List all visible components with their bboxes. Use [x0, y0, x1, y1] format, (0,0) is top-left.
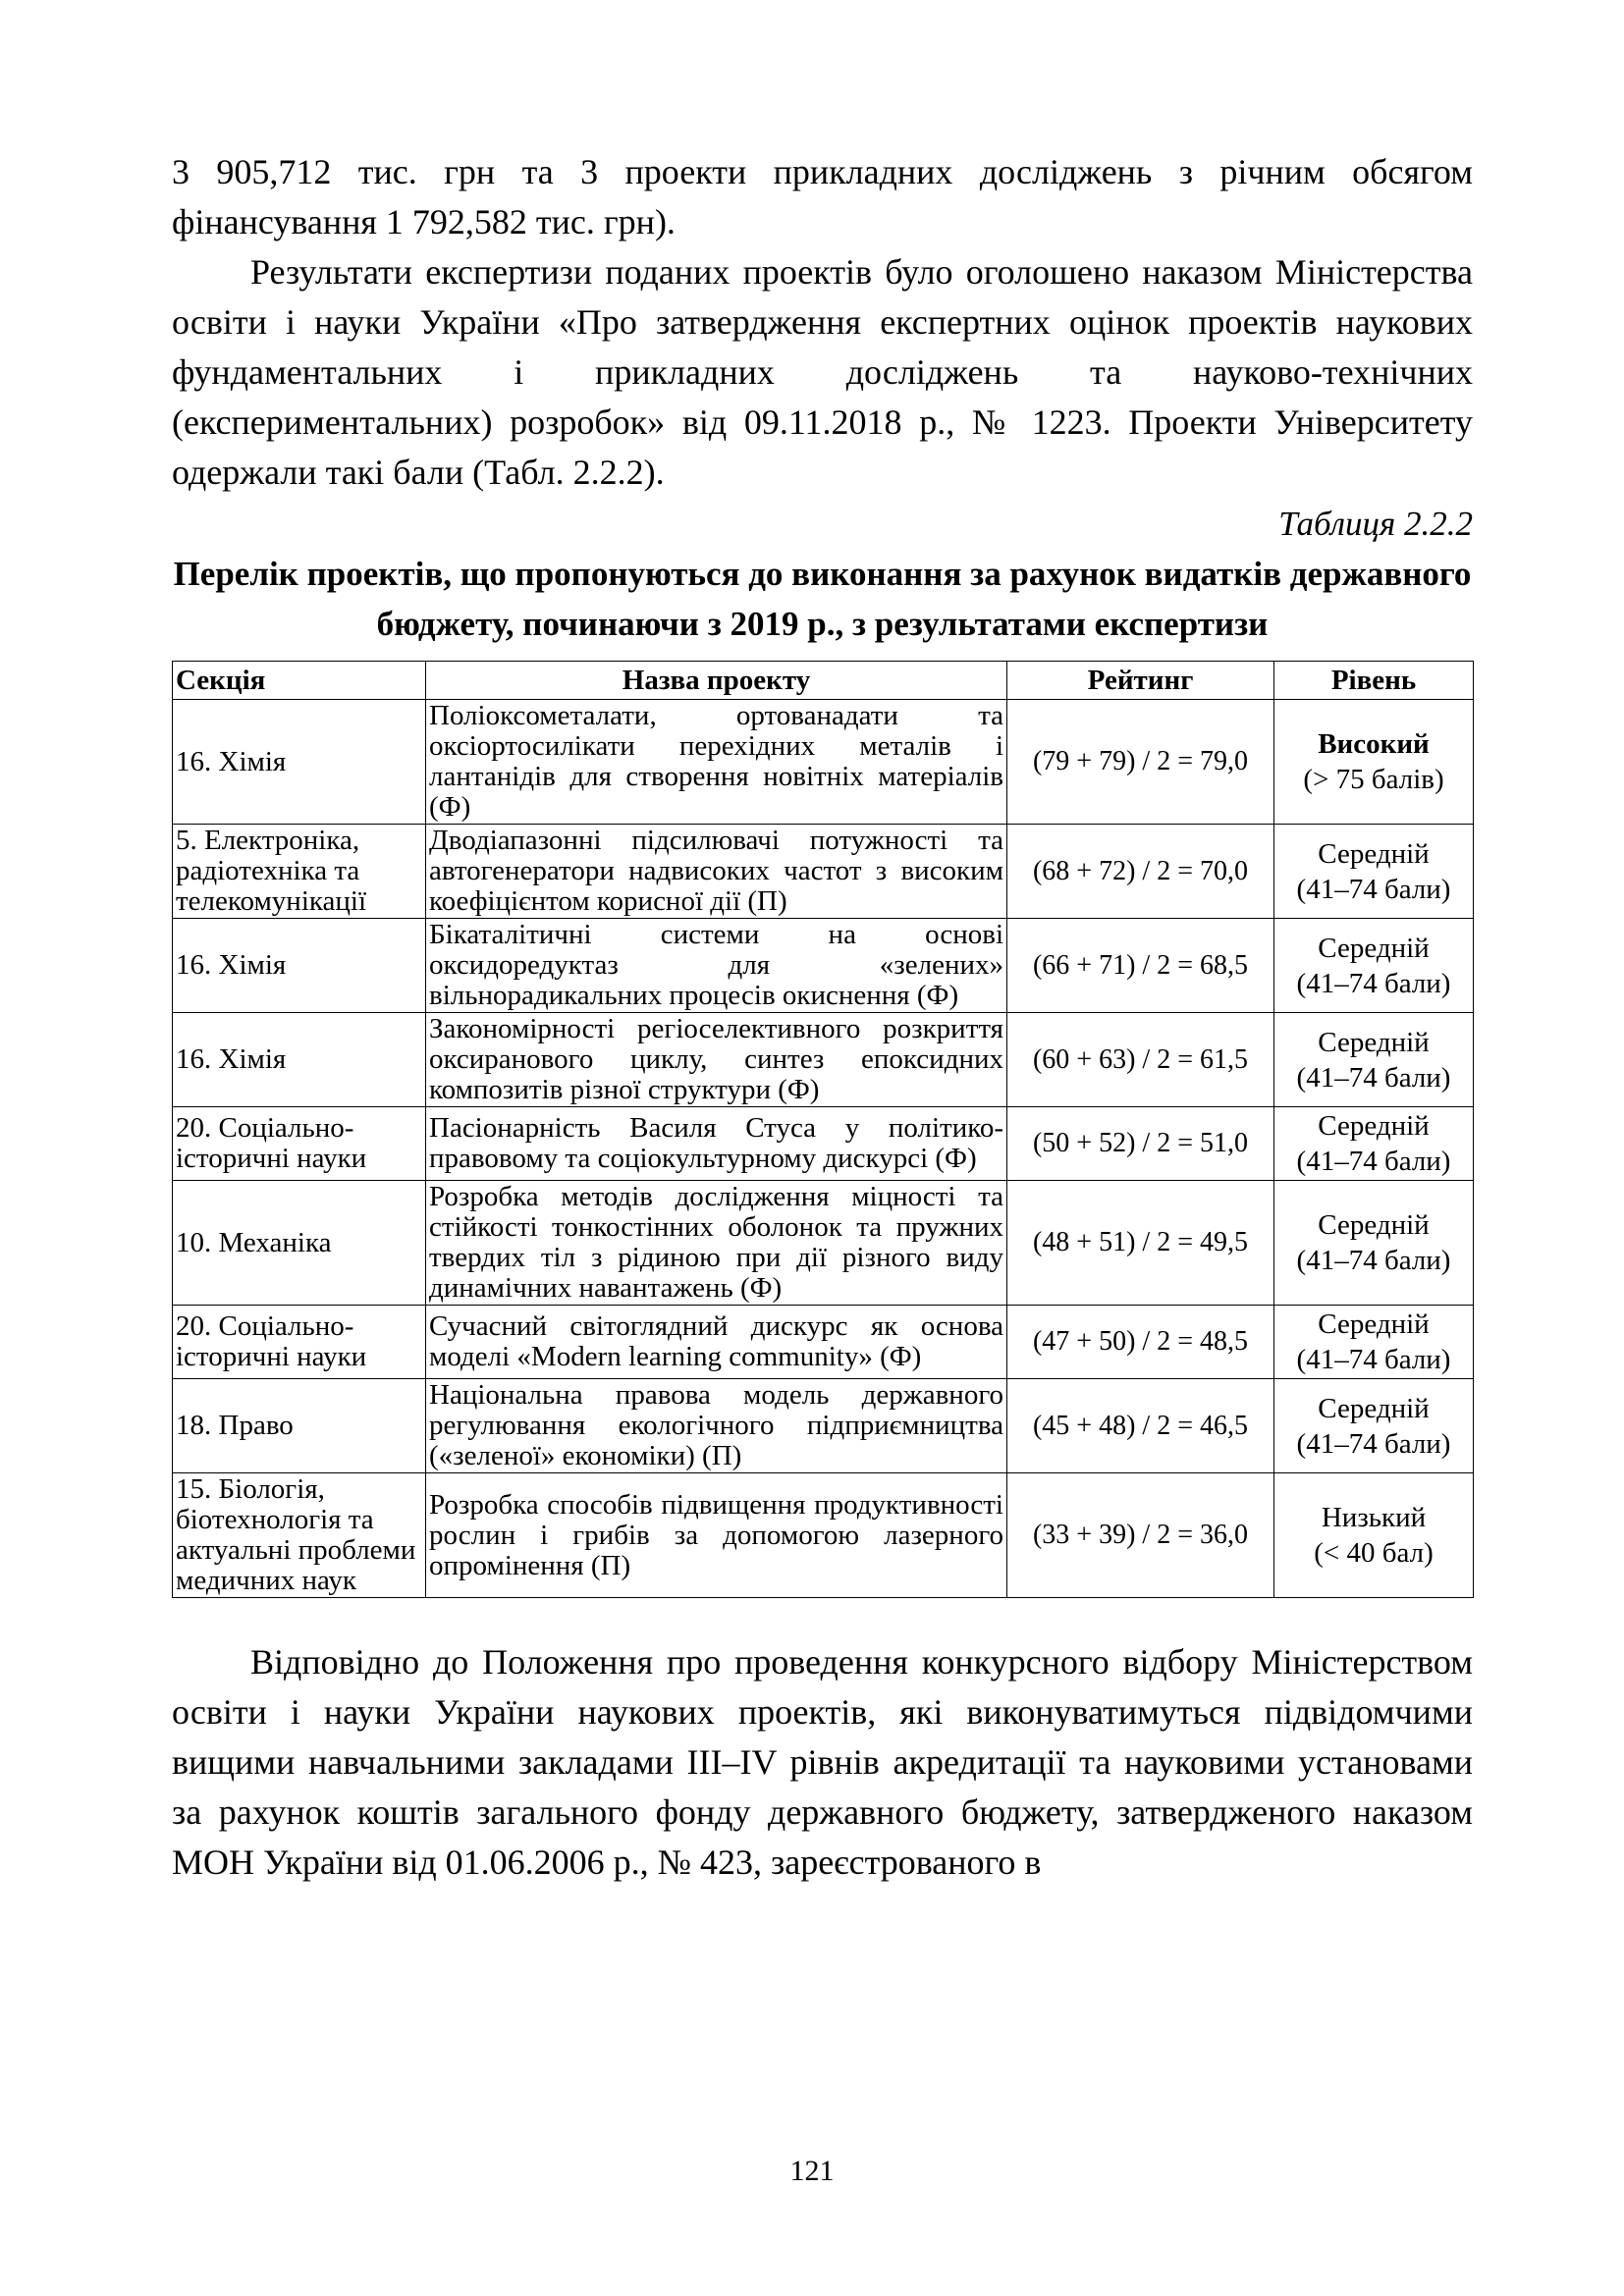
table-title: Перелік проектів, що пропонуються до виконання за рахунок видатків державного бюджету, починаючи з 2019 р., з результатами експертизи	[173, 555, 1472, 643]
level-range: (41–74 бали)	[1296, 1427, 1451, 1460]
projects-table	[172, 661, 1474, 1598]
cell-rating: (45 + 48) / 2 = 46,5	[1007, 1379, 1274, 1473]
cell-project-name: Бікаталітичні системи на основі оксидоредуктаз для «зелених» вільнорадикальних процесів окиснення (Ф)	[426, 919, 1007, 1013]
cell-rating: (60 + 63) / 2 = 61,5	[1007, 1013, 1274, 1107]
table-row	[173, 825, 1474, 919]
cell-section: 16. Хімія	[173, 1013, 426, 1107]
cell-project-name: Поліоксометалати, ортованадати та оксіортосилікати перехідних металів і лантанідів для створення новітніх матеріалів (Ф)	[426, 700, 1007, 825]
cell-level	[1274, 919, 1474, 1013]
table-row	[173, 1306, 1474, 1379]
cell-level	[1274, 1013, 1474, 1107]
cell-rating: (66 + 71) / 2 = 68,5	[1007, 919, 1274, 1013]
cell-rating: (68 + 72) / 2 = 70,0	[1007, 825, 1274, 919]
header-level: Рівень	[1274, 662, 1474, 700]
cell-project-name: Сучасний світоглядний дискурс як основа моделі «Modern learning community» (Ф)	[426, 1306, 1007, 1379]
cell-rating: (48 + 51) / 2 = 49,5	[1007, 1181, 1274, 1306]
table-caption: Таблиця 2.2.2	[1278, 505, 1473, 543]
cell-level	[1274, 1379, 1474, 1473]
cell-level	[1274, 1473, 1474, 1598]
level-range: (41–74 бали)	[1296, 1146, 1451, 1177]
level-range: (41–74 бали)	[1296, 1061, 1451, 1094]
level-range: (> 75 балів)	[1303, 764, 1444, 795]
cell-project-name: Закономірності регіоселективного розкриття оксиранового циклу, синтез епоксидних композитів різної структури (Ф)	[426, 1013, 1007, 1107]
intro-paragraph-2: Результати експертизи поданих проектів було оголошено наказом Міністерства освіти і науки України «Про затвердження експертних оцінок проектів наукових фундаментальних і прикладних досліджень та науково-технічних (експериментальних) розробок» від 09.11.2018 р., № 1223. Проекти Університету одержали такі бали (Табл. 2.2.2).	[172, 252, 1473, 492]
cell-section: 16. Хімія	[173, 919, 426, 1013]
level-range: (41–74 бали)	[1296, 873, 1451, 905]
table-row	[173, 919, 1474, 1013]
level-range: (41–74 бали)	[1296, 1344, 1451, 1375]
level-name: Високий	[1318, 728, 1430, 760]
level-range: (41–74 бали)	[1296, 967, 1451, 999]
level-name: Середній	[1318, 932, 1430, 964]
closing-paragraph: Відповідно до Положення про проведення конкурсного відбору Міністерством освіти і науки України наукових проектів, які виконуватимуться підвідомчими вищими навчальними закладами ІІІ–IV рівнів акредитації та науковими установами за рахунок коштів загального фонду державного бюджету, затвердженого наказом МОН України від 01.06.2006 р., № 423, зареєстрованого в	[172, 1642, 1473, 1882]
level-name: Середній	[1318, 1026, 1430, 1058]
cell-project-name: Національна правова модель державного регулювання екологічного підприємництва («зеленої» економіки) (П)	[426, 1379, 1007, 1473]
cell-section: 16. Хімія	[173, 700, 426, 825]
document-page	[172, 147, 1473, 1888]
cell-project-name: Розробка методів дослідження міцності та стійкості тонкостінних оболонок та пружних твердих тіл з рідиною при дії різного виду динамічних навантажень (Ф)	[426, 1181, 1007, 1306]
header-section: Секція	[173, 662, 426, 700]
cell-rating: (50 + 52) / 2 = 51,0	[1007, 1107, 1274, 1181]
table-row	[173, 1181, 1474, 1306]
page-number: 121	[789, 2155, 835, 2187]
table-row	[173, 1473, 1474, 1598]
cell-section: 15. Біологія, біотехнологія та актуальні проблеми медичних наук	[173, 1473, 426, 1598]
cell-level	[1274, 700, 1474, 825]
cell-level	[1274, 1306, 1474, 1379]
level-range: (< 40 бал)	[1314, 1537, 1434, 1569]
level-range: (41–74 бали)	[1296, 1245, 1451, 1276]
cell-rating: (33 + 39) / 2 = 36,0	[1007, 1473, 1274, 1598]
table-header-row	[173, 662, 1474, 700]
cell-project-name: Дводіапазонні підсилювачі потужності та автогенератори надвисоких частот з високим коефіцієнтом корисної дії (П)	[426, 825, 1007, 919]
level-name: Середній	[1318, 1392, 1430, 1424]
cell-section: 18. Право	[173, 1379, 426, 1473]
level-name: Середній	[1318, 1209, 1430, 1241]
level-name: Середній	[1318, 837, 1430, 870]
cell-level	[1274, 1181, 1474, 1306]
table-row	[173, 700, 1474, 825]
intro-paragraph-1: 3 905,712 тис. грн та 3 проекти прикладних досліджень з річним обсягом фінансування 1 792,582 тис. грн).	[172, 152, 1473, 241]
table-row	[173, 1107, 1474, 1181]
header-rating: Рейтинг	[1007, 662, 1274, 700]
cell-level	[1274, 1107, 1474, 1181]
cell-section: 20. Соціально-історичні науки	[173, 1306, 426, 1379]
cell-project-name: Розробка способів підвищення продуктивності рослин і грибів за допомогою лазерного опромінення (П)	[426, 1473, 1007, 1598]
table-row	[173, 1379, 1474, 1473]
cell-section: 20. Соціально-історичні науки	[173, 1107, 426, 1181]
cell-level	[1274, 825, 1474, 919]
level-name: Середній	[1318, 1308, 1430, 1340]
table-row	[173, 1013, 1474, 1107]
level-name: Низький	[1321, 1502, 1427, 1533]
level-name: Середній	[1318, 1110, 1430, 1142]
cell-project-name: Пасіонарність Василя Стуса у політико-правовому та соціокультурному дискурсі (Ф)	[426, 1107, 1007, 1181]
cell-rating: (47 + 50) / 2 = 48,5	[1007, 1306, 1274, 1379]
cell-section: 5. Електроніка, радіотехніка та телекомунікації	[173, 825, 426, 919]
cell-rating: (79 + 79) / 2 = 79,0	[1007, 700, 1274, 825]
header-name: Назва проекту	[426, 662, 1007, 700]
cell-section: 10. Механіка	[173, 1181, 426, 1306]
